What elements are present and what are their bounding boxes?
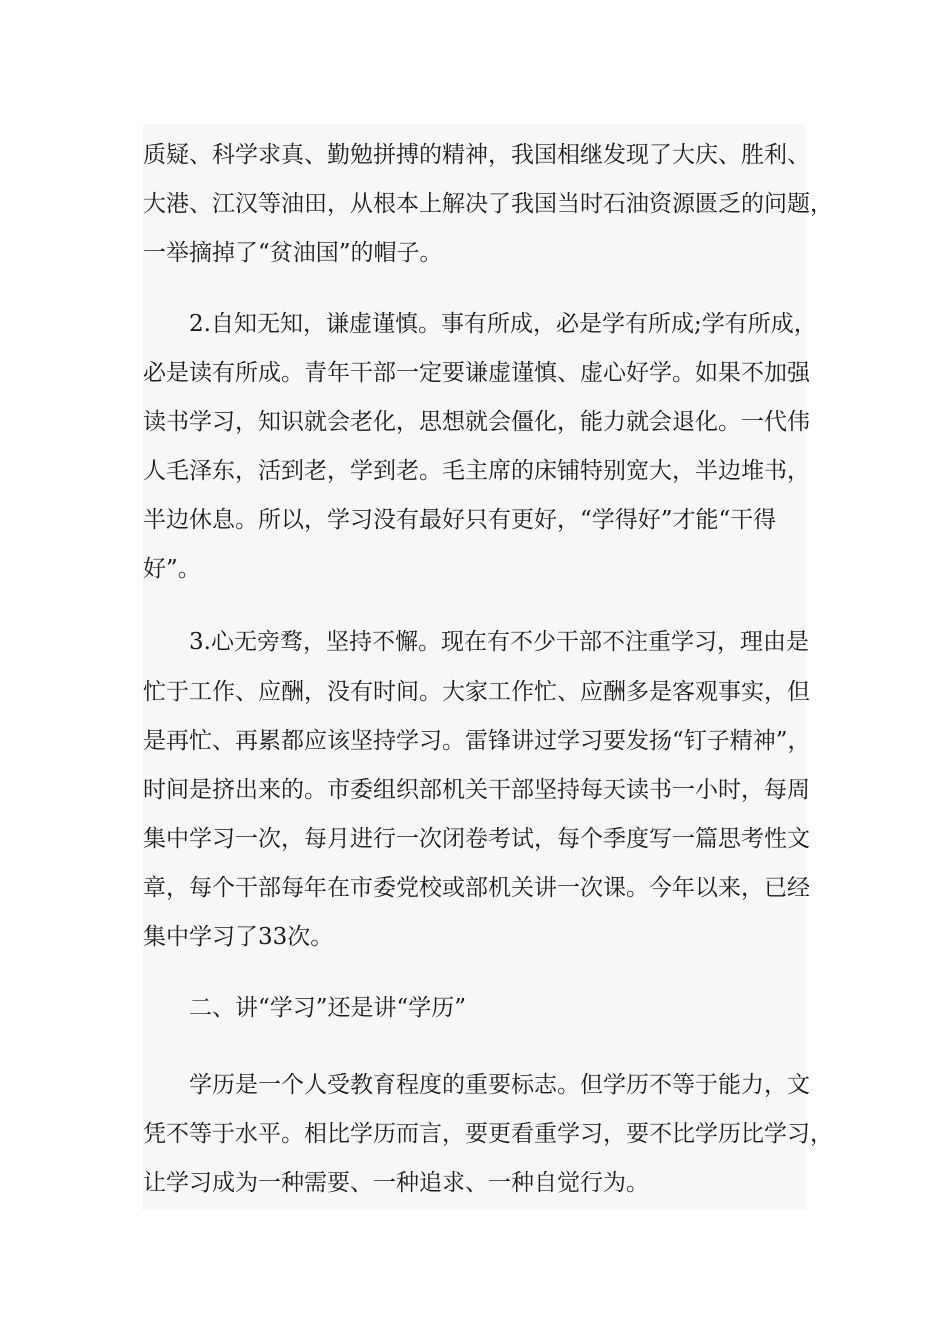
paragraph-line: 好”。	[143, 556, 201, 582]
paragraph-line: 是再忙、再累都应该坚持学习。雷锋讲过学习要发扬“钉子精神”，	[143, 728, 811, 754]
paragraph-line: 大港、江汉等油田，从根本上解决了我国当时石油资源匮乏的问题，	[143, 191, 833, 217]
paragraph-line: 半边休息。所以，学习没有最好只有更好，“学得好”才能“干得	[143, 507, 777, 533]
paragraph-line: 忙于工作、应酬，没有时间。大家工作忙、应酬多是客观事实，但	[143, 679, 810, 705]
paragraph-line: 凭不等于水平。相比学历而言，要更看重学习，要不比学历比学习，	[143, 1121, 833, 1147]
section-heading: 二、讲“学习”还是讲“学历”	[189, 995, 467, 1021]
paragraph-line: 章，每个干部每年在市委党校或部机关讲一次课。今年以来，已经	[143, 875, 810, 901]
paragraph-line: 集中学习了33次。	[143, 924, 334, 950]
paragraph-line: 必是读有所成。青年干部一定要谦虚谨慎、虚心好学。如果不加强	[143, 360, 810, 386]
paragraph-line: 3.心无旁骛，坚持不懈。现在有不少干部不注重学习，理由是	[189, 629, 809, 655]
paragraph-line: 人毛泽东，活到老，学到老。毛主席的床铺特别宽大，半边堆书，	[143, 458, 810, 484]
paragraph-line: 读书学习，知识就会老化，思想就会僵化，能力就会退化。一代伟	[143, 409, 810, 435]
paragraph-line: 让学习成为一种需要、一种追求、一种自觉行为。	[143, 1170, 649, 1196]
document-body	[143, 124, 833, 1210]
paragraph-line: 2.自知无知，谦虚谨慎。事有所成，必是学有所成;学有所成，	[189, 311, 817, 337]
paragraph-line: 集中学习一次，每月进行一次闭卷考试，每个季度写一篇思考性文	[143, 826, 810, 852]
paragraph-line: 时间是挤出来的。市委组织部机关干部坚持每天读书一小时，每周	[143, 777, 810, 803]
paragraph-line: 学历是一个人受教育程度的重要标志。但学历不等于能力，文	[189, 1072, 810, 1098]
paragraph-line: 质疑、科学求真、勤勉拼搏的精神，我国相继发现了大庆、胜利、	[143, 142, 810, 168]
paragraph-line: 一举摘掉了“贫油国”的帽子。	[143, 240, 443, 266]
